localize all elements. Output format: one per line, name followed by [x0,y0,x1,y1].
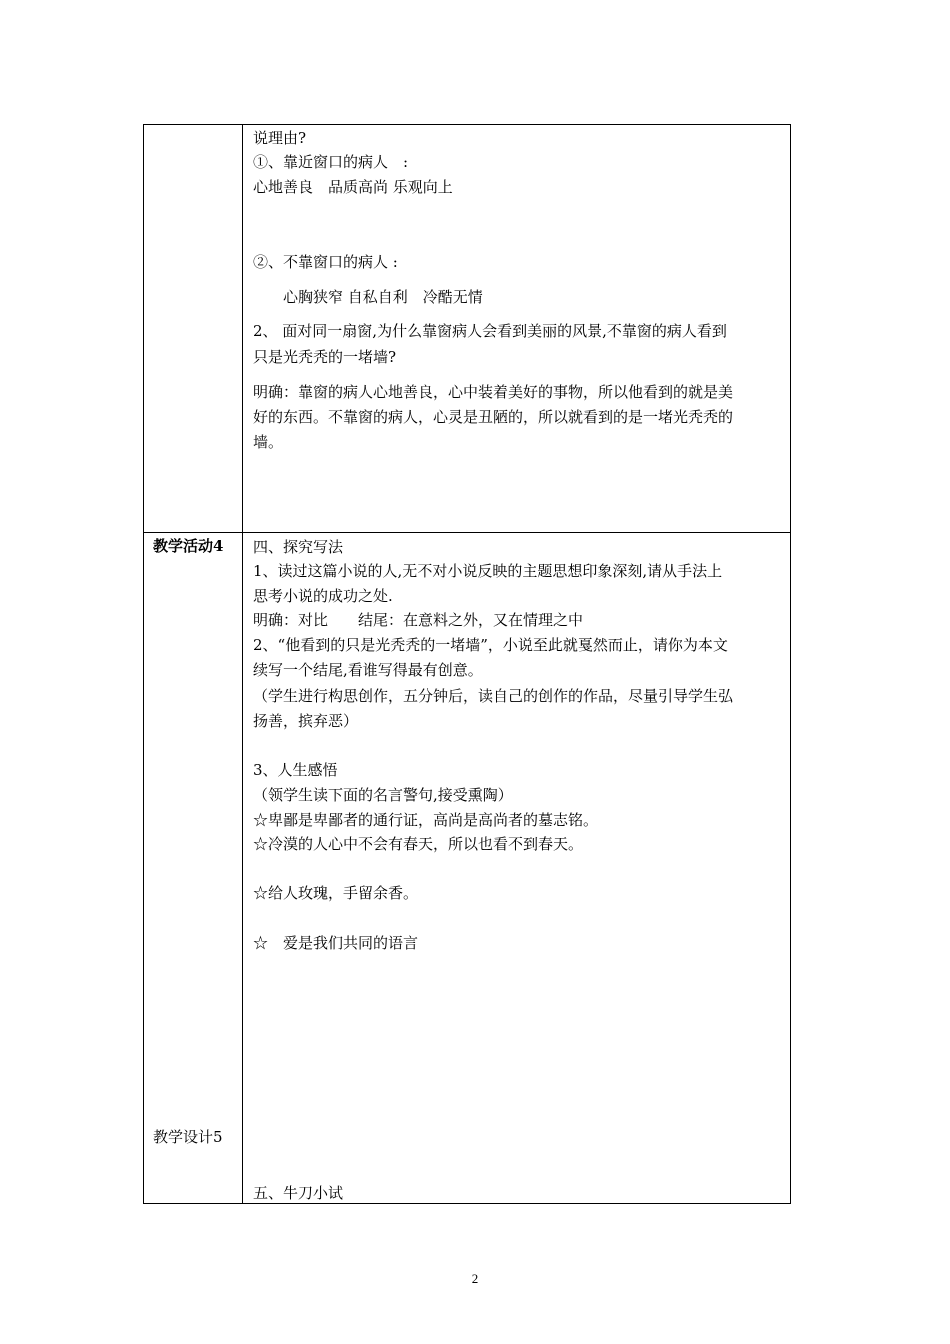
label-design-5: 教学设计5 [153,1128,223,1146]
text-line: 五、牛刀小试 [253,1184,344,1202]
text-line: 2、 面对同一扇窗,为什么靠窗病人会看到美丽的风景,不靠窗的病人看到 [253,322,727,340]
text-line: ☆ 爱是我们共同的语言 [253,934,419,952]
text-line: 续写一个结尾,看谁写得最有创意。 [253,661,483,679]
text-line: 四、探究写法 [253,538,344,556]
text-line: 心地善良 品质高尚 乐观向上 [253,178,453,196]
text-line: ☆卑鄙是卑鄙者的通行证，高尚是高尚者的墓志铭。 [253,811,599,829]
page-number: 2 [471,1271,479,1286]
text-line: 扬善，摈弃恶） [253,712,359,730]
text-line: ☆冷漠的人心中不会有春天，所以也看不到春天。 [253,835,584,853]
text-line: ①、靠近窗口的病人 : [253,153,409,171]
text-line: 1、读过这篇小说的人,无不对小说反映的主题思想印象深刻,请从手法上 [253,562,723,580]
text-line: 只是光秃秃的一堵墙? [253,348,397,366]
text-line: 3、人生感悟 [253,761,338,779]
lesson-table [143,124,791,1204]
text-line: 说理由? [253,129,307,147]
text-line: （领学生读下面的名言警句,接受熏陶） [253,786,513,804]
upper-content-cell [243,125,791,532]
text-line: 心胸狭窄 自私自利 冷酷无情 [253,288,483,306]
lower-content-cell [243,533,791,1204]
text-line: （学生进行构思创作，五分钟后，读自己的创作的作品，尽量引导学生弘 [253,687,734,705]
text-line: 明确：靠窗的病人心地善良，心中装着美好的事物，所以他看到的就是美 [253,383,734,401]
text-line: 思考小说的成功之处. [253,587,393,605]
text-line: 墙。 [253,433,284,451]
text-line: 明确：对比 结尾：在意料之外，又在情理之中 [253,611,584,629]
text-line: 2、“他看到的只是光秃秃的一堵墙”，小说至此就戛然而止，请你为本文 [253,636,728,654]
label-activity-4: 教学活动4 [153,537,224,555]
text-line: ☆给人玫瑰，手留余香。 [253,884,419,902]
text-line: 好的东西。不靠窗的病人，心灵是丑陋的，所以就看到的是一堵光秃秃的 [253,408,734,426]
text-line: ②、不靠窗口的病人 : [253,253,398,271]
